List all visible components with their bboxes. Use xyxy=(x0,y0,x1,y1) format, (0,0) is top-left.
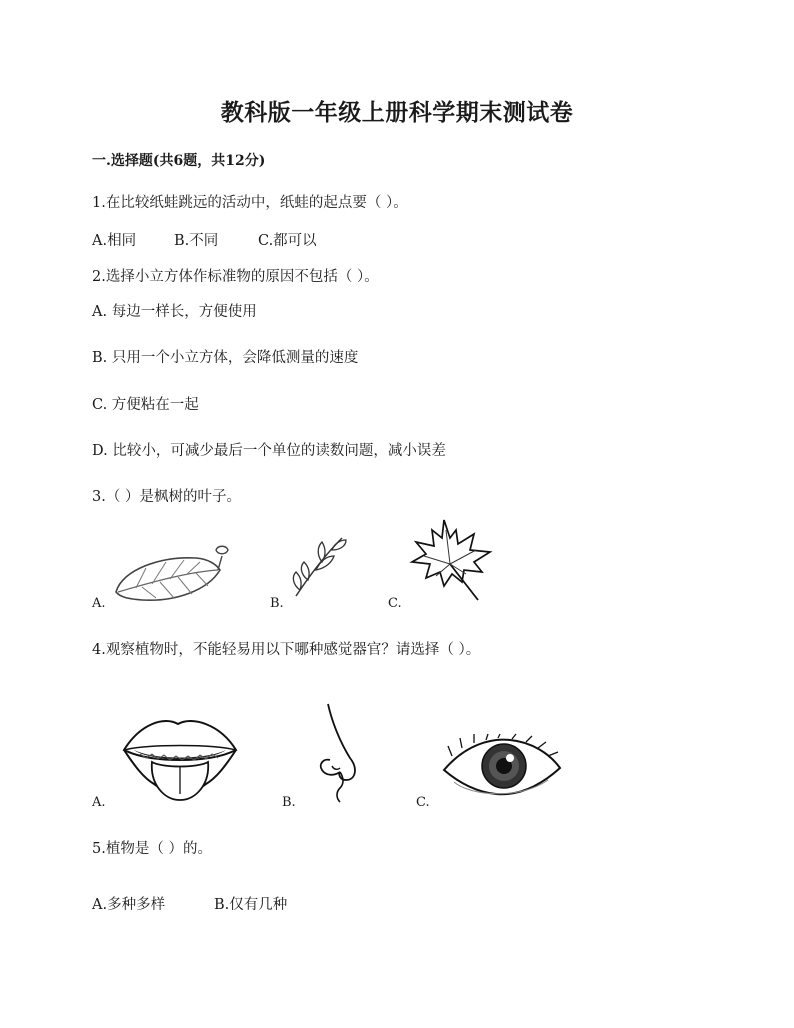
section-heading: 一.选择题(共6题，共12分) xyxy=(92,153,266,169)
question-4-option-a: A. xyxy=(92,795,106,810)
question-3-stem: 3.（ ）是枫树的叶子。 xyxy=(92,489,241,505)
question-5-option-a: A.多种多样 xyxy=(92,897,166,913)
question-3-option-c: C. xyxy=(388,596,402,611)
question-3-option-a: A. xyxy=(92,596,106,611)
leaf-icon xyxy=(112,542,232,604)
question-2-stem: 2.选择小立方体作标准物的原因不包括（ ）。 xyxy=(92,269,379,285)
eye-icon xyxy=(440,734,564,800)
question-1-option-a: A.相同 xyxy=(92,233,137,249)
question-2-option-d: D. 比较小，可减少最后一个单位的读数问题，减小误差 xyxy=(92,443,446,459)
question-4-option-b: B. xyxy=(282,795,296,810)
willow-branch-icon xyxy=(290,534,348,602)
question-5-stem: 5.植物是（ ）的。 xyxy=(92,841,212,857)
question-2-option-c: C. 方便粘在一起 xyxy=(92,397,199,413)
question-4-stem: 4.观察植物时，不能轻易用以下哪种感觉器官？请选择（ ）。 xyxy=(92,642,481,658)
nose-icon xyxy=(310,700,360,804)
question-3-option-b: B. xyxy=(270,596,284,611)
question-4-option-c: C. xyxy=(416,795,430,810)
mouth-tongue-icon xyxy=(120,714,240,804)
question-1-option-c: C.都可以 xyxy=(258,233,317,249)
question-1-option-b: B.不同 xyxy=(174,233,219,249)
question-5-option-b: B.仅有几种 xyxy=(214,897,288,913)
question-2-option-b: B. 只用一个小立方体，会降低测量的速度 xyxy=(92,350,359,366)
maple-leaf-icon xyxy=(406,516,496,604)
page-title: 教科版一年级上册科学期末测试卷 xyxy=(220,99,574,126)
question-1-stem: 1.在比较纸蛙跳远的活动中，纸蛙的起点要（ ）。 xyxy=(92,195,408,211)
question-2-option-a: A. 每边一样长，方便使用 xyxy=(92,304,257,320)
